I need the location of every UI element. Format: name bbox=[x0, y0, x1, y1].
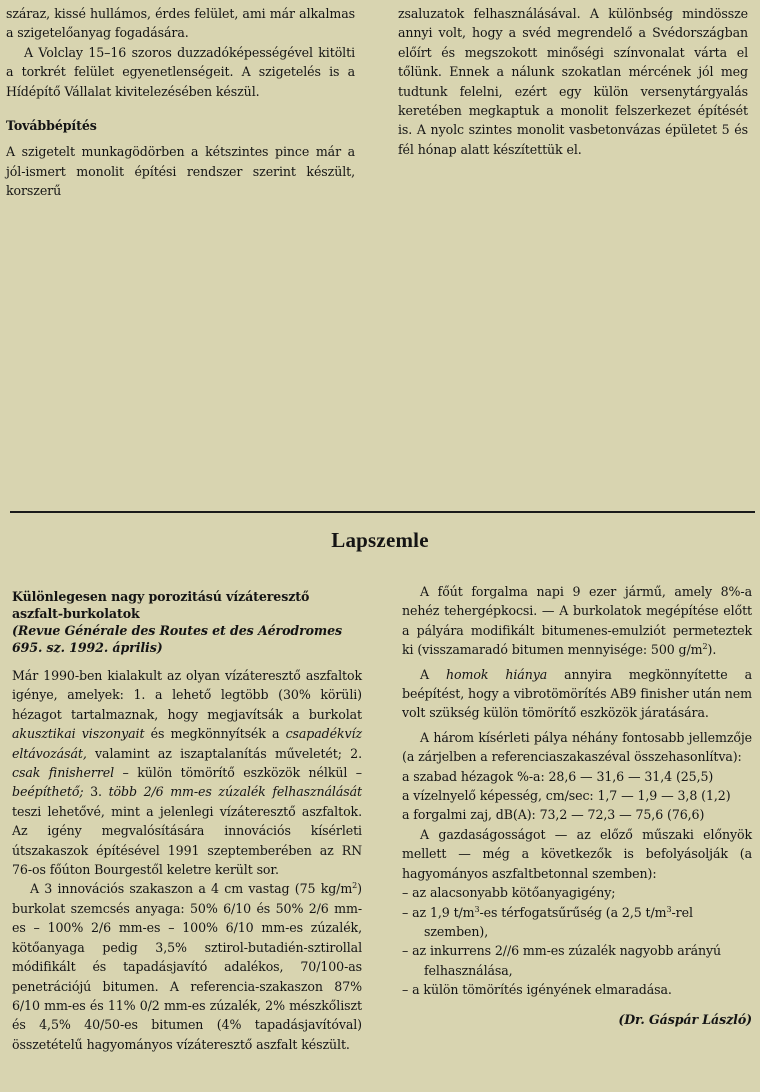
article-title: Különlegesen nagy porozitású vízáteresztő aszfalt-burkolatok bbox=[12, 589, 310, 621]
paragraph: száraz, kissé hullámos, érdes felület, ami már alkalmas a szigetelőanyag fogadására. bbox=[6, 6, 355, 41]
list-item: – az alacsonyabb kötőanyagigény; bbox=[402, 885, 616, 901]
list-item: – az inkurrens 2//6 mm-es zúzalék nagyobb arányú felhasználása, bbox=[402, 943, 722, 978]
top-left-column bbox=[6, 4, 355, 201]
paragraph: Már 1990-ben kialakult az olyan vízáteresztő aszfaltok igénye, amelyek: 1. a lehető legtöbb (30% körüli) hézagot tartalmaznak, hogy megjavítsák a burkolat akusztikai viszonyait és megkönnyítsék a csapadékvíz eltávozását, valamint az iszaptalanítás műveletét; 2. csak finisherrel – külön tömörítő eszközök nélkül – beépíthető; 3. több 2/6 mm-es zúzalék felhasználását teszi lehetővé, mint a jelenlegi vízáteresztő aszfaltok. Az igény megvalósítására innovációs kísérleti útszakaszok építésével 1991 szeptemberében az RN 76-os főúton Bourgestől keletre került sor. bbox=[12, 668, 362, 878]
paragraph: A három kísérleti pálya néhány fontosabb jellemzője (a zárjelben a referenciaszakaszéval összehasonlítva): bbox=[402, 729, 752, 765]
measurement-item: a szabad hézagok %-a: 28,6 — 31,6 — 31,4 (25,5) bbox=[402, 768, 714, 784]
paragraph: A gazdaságosságot — az előző műszaki előnyök mellett — még a következők is befolyásolják (a hagyományos aszfaltbetonnal szemben): bbox=[402, 826, 752, 881]
top-right-column bbox=[398, 4, 748, 159]
paragraph: zsaluzatok felhasználásával. A különbség mindössze annyi volt, hogy a svéd megrendelő a Svédországban előírt és megszokott minőségi színvonalat várta el tőlünk. Ennek a nálunk szokatlan mércének jól meg tudtunk felelni, ezért egy külön versenytárgyalás keretében megkaptuk a monolit felszerkezet építését is. A nyolc szintes monolit vasbetonvázas épületet 5 és fél hónap alatt készítettük el. bbox=[398, 6, 748, 157]
subheading: Továbbépítés bbox=[6, 118, 97, 134]
list-item: – az 1,9 $t/m^3-es$ térfogatsűrűség (a 2,5 $t/m^3$-rel szemben), bbox=[402, 904, 693, 939]
paragraph: A Volclay 15–16 szoros duzzadóképességével kitölti a torkrét felület egyenetlenségeit. A szigetelés is a Hídépítő Vállalat kivitelezésében készül. bbox=[6, 44, 355, 99]
measurement-item: a vízelnyelő képesség, cm/sec: 1,7 — 1,9 — 3,8 (1,2) bbox=[402, 788, 731, 804]
paragraph: A homok hiánya annyira megkönnyítette a beépítést, hogy a vibrotömörítés AB9 finisher után nem volt szükség külön tömörítő eszközök járatására. bbox=[402, 666, 752, 721]
article-left-column bbox=[12, 588, 362, 1054]
author-byline: (Dr. Gáspár László) bbox=[618, 1011, 752, 1027]
list-item: – a külön tömörítés igényének elmaradása. bbox=[402, 982, 672, 998]
measurement-item: a forgalmi zaj, dB(A): 73,2 — 72,3 — 75,6 (76,6) bbox=[402, 807, 705, 823]
paragraph: A szigetelt munkagödörben a kétszintes pince már a jól-ismert monolit építési rendszer szerint készült, korszerű bbox=[6, 144, 355, 199]
article-right-column bbox=[402, 582, 752, 1029]
section-title: Lapszemle bbox=[331, 528, 429, 552]
section-divider bbox=[10, 511, 755, 513]
paragraph: A 3 innovációs szakaszon a 4 cm vastag (75 $kg/m^2$) burkolat szemcsés anyaga: 50% 6/10 és 50% 2/6 mm-es – 100% 2/6 mm-es – 100% 6/10 mm-es zúzalék, kötőanyaga pedig 3,5% sztirol-butadién-sztirollal módifikált és tapadásjavító adalékos, 70/100-as penetrációjú bitumen. A referencia-szakaszon 87% 6/10 mm-es és 11% 0/2 mm-es zúzalék, 2% mészkőliszt és 4,5% 40/50-es bitumen (4% tapadásjavítóval) összetételű hagyományos vízáteresztő aszfalt készült. bbox=[12, 881, 362, 1052]
article-source: (Revue Générale des Routes et des Aérodromes 695. sz. 1992. április) bbox=[12, 623, 343, 655]
paragraph: A főút forgalma napi 9 ezer jármű, amely 8%-a nehéz tehergépkocsi. — A burkolatok megépítése előtt a pályára modifikált bitumenes-emulziót permeteztek ki (visszamaradó bitumen mennyisége: 500 $g/m^2$). bbox=[402, 584, 752, 658]
